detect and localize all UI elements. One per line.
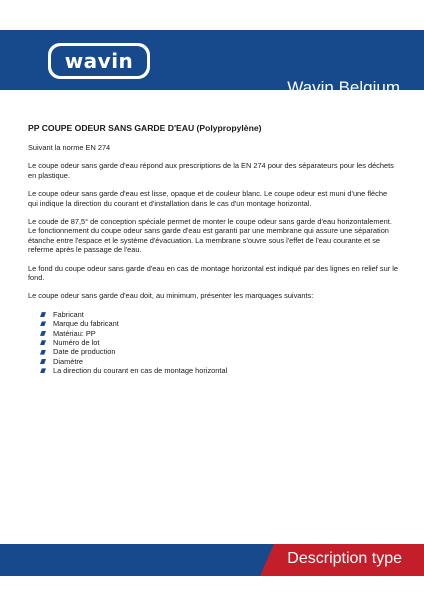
document-title: PP COUPE ODEUR SANS GARDE D'EAU (Polypropylène) <box>28 123 262 133</box>
footer-label: Description type <box>287 550 402 567</box>
list-item-label: Matériau: PP <box>53 328 96 338</box>
logo-badge <box>51 46 147 76</box>
markings-list <box>40 310 398 376</box>
list-item <box>40 357 398 366</box>
list-item-label: Date de production <box>53 347 116 357</box>
list-item-label: Fabricant <box>53 309 84 319</box>
list-item-label: Diamètre <box>53 356 83 366</box>
logo-text: wavin <box>64 49 134 73</box>
paragraph-prescriptions: Le coupe odeur sans garde d'eau répond aux prescriptions de la EN 274 pour des séparateurs pour les déchets en plastique. <box>28 161 394 180</box>
company-title: Wavin Belgium <box>287 78 400 97</box>
bullet-icon <box>40 368 46 373</box>
list-item-label: La direction du courant en cas de montage horizontal <box>53 366 228 376</box>
paragraph-markings: Le coupe odeur sans garde d'eau doit, au minimum, présenter les marquages suivants: <box>28 291 314 301</box>
list-item <box>40 329 398 338</box>
list-item <box>40 347 398 356</box>
paragraph-bottom: Le fond du coupe odeur sans garde d'eau en cas de montage horizontal est indiqué par des lignes en relief sur le fond. <box>28 263 398 283</box>
list-item <box>40 310 398 319</box>
footer-band <box>0 544 424 576</box>
list-item <box>40 319 398 328</box>
wavin-logo <box>46 41 152 81</box>
paragraph-standard: Suivant la norme EN 274 <box>28 143 111 152</box>
list-item-label: Numéro de lot <box>53 338 100 348</box>
bullet-icon <box>40 340 46 345</box>
paragraph-elbow: Le coude de 87,5° de conception spéciale permet de monter le coupe odeur sans garde d'eau horizontalement. Le fonctionnement du coupe odeur sans garde d'eau est garanti par une membrane qui assure une séparation étanche entre l'espace et le système d'évacuation. La membrane s'ouvre sous l'effet de l'eau courante et se referme après le passage de l'eau. <box>28 217 392 255</box>
header-band <box>0 30 424 97</box>
bullet-icon <box>40 331 46 336</box>
document-body <box>28 123 398 376</box>
list-item-label: Marque du fabricant <box>53 319 119 329</box>
paragraph-appearance: Le coupe odeur sans garde d'eau est lisse, opaque et de couleur blanc. Le coupe odeur est muni d'une flèche qui indique la direction du courant et d'installation dans le cas d'un montage horizontal. <box>28 189 388 208</box>
bullet-icon <box>40 350 46 355</box>
list-item <box>40 366 398 375</box>
list-item <box>40 338 398 347</box>
bullet-icon <box>40 359 46 364</box>
bullet-icon <box>40 312 46 317</box>
bullet-icon <box>40 321 46 326</box>
